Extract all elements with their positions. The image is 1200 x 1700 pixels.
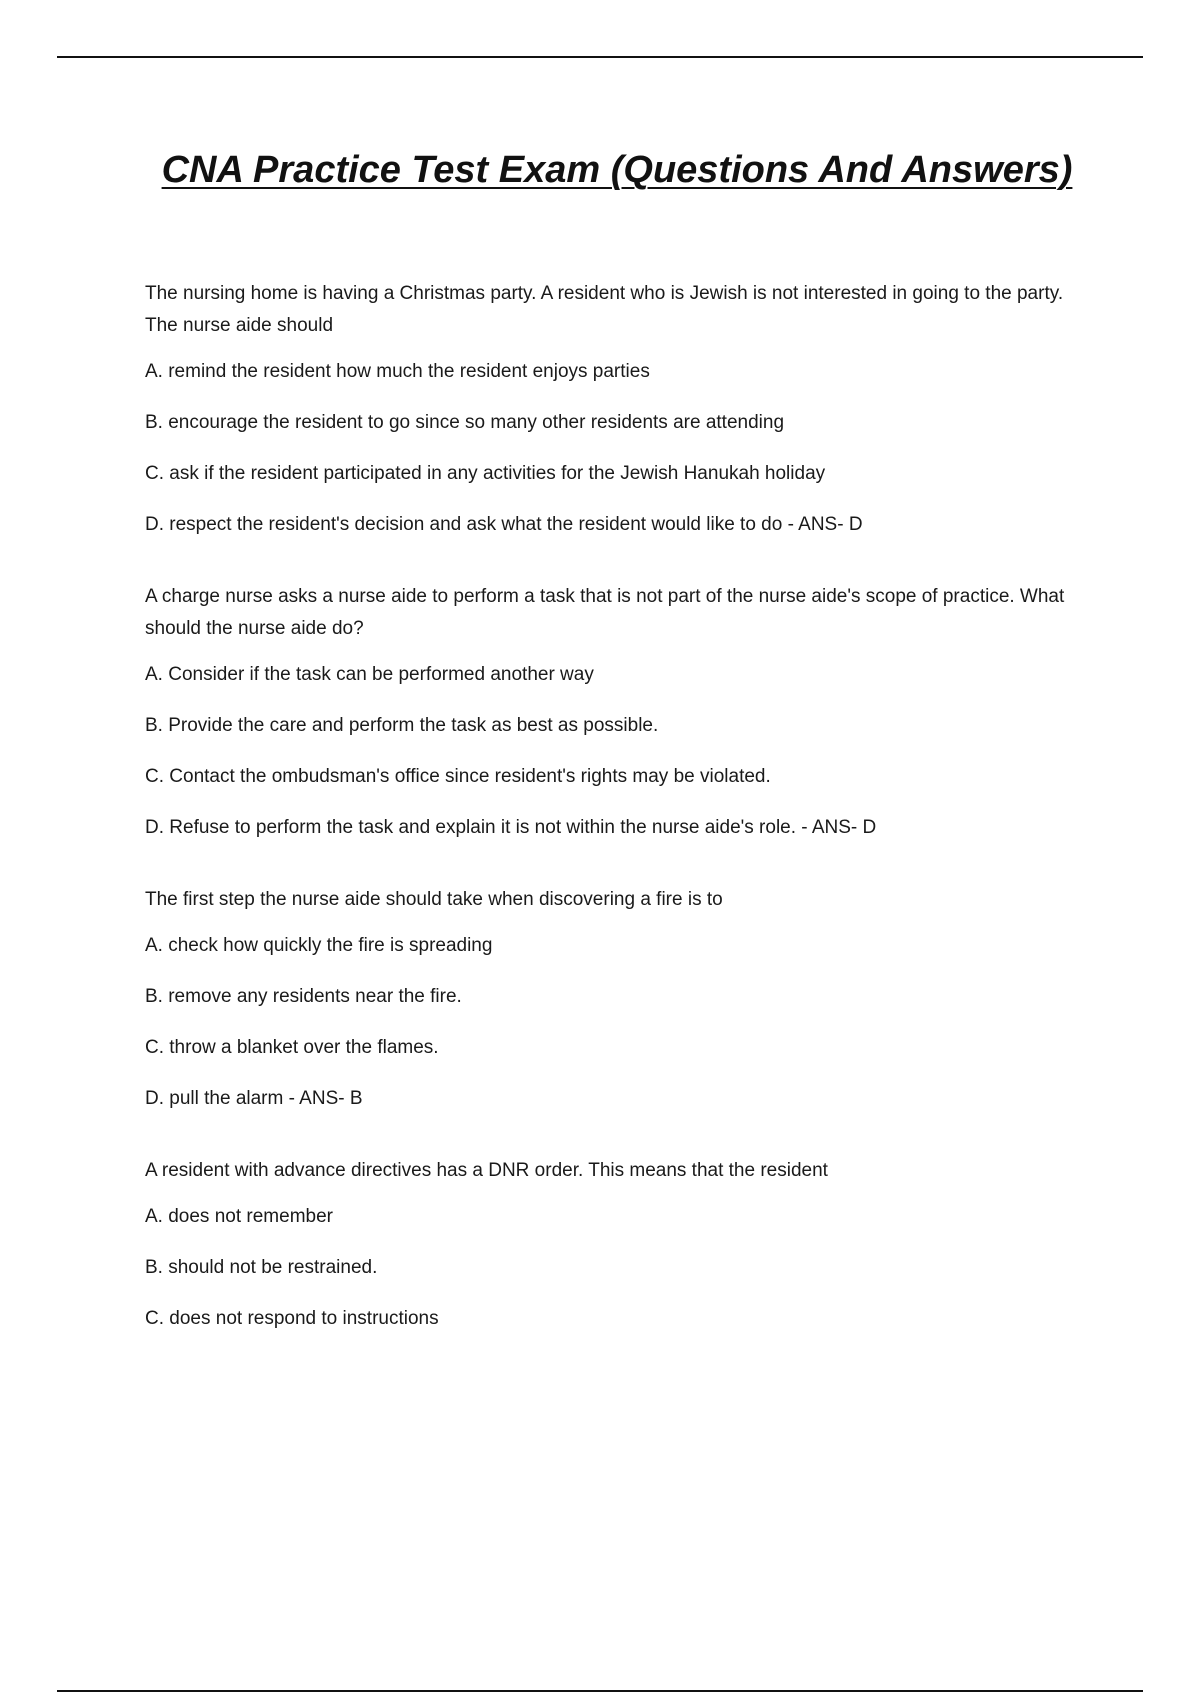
answer-options [145, 1205, 1095, 1331]
answer-options [145, 663, 1095, 840]
option-c: C. does not respond to instructions [145, 1308, 439, 1329]
questions-container [145, 278, 1095, 1375]
option-a: A. does not remember [145, 1206, 333, 1227]
question-3 [145, 884, 1095, 1111]
option-c: C. throw a blanket over the flames. [145, 1037, 439, 1058]
top-rule [57, 56, 1143, 58]
option-b: B. encourage the resident to go since so many other residents are attending [145, 412, 785, 433]
question-1 [145, 278, 1095, 537]
option-c: C. Contact the ombudsman's office since resident's rights may be violated. [145, 766, 771, 787]
answer-options [145, 934, 1095, 1111]
option-d: D. pull the alarm - ANS- B [145, 1088, 363, 1109]
option-b: B. remove any residents near the fire. [145, 986, 462, 1007]
option-b: B. should not be restrained. [145, 1257, 378, 1278]
option-d: D. respect the resident's decision and ask what the resident would like to do - ANS- D [145, 514, 863, 535]
option-a: A. Consider if the task can be performed another way [145, 664, 594, 685]
option-d: D. Refuse to perform the task and explain it is not within the nurse aide's role. - ANS- D [145, 817, 877, 838]
question-text: The first step the nurse aide should take when discovering a fire is to [145, 889, 723, 910]
option-a: A. check how quickly the fire is spreading [145, 935, 493, 956]
question-text: The nursing home is having a Christmas party. A resident who is Jewish is not interested in going to the party. The nurse aide should [145, 283, 1064, 336]
question-2 [145, 581, 1095, 840]
document-title: CNA Practice Test Exam (Questions And Answers) [161, 149, 1073, 191]
question-text: A charge nurse asks a nurse aide to perform a task that is not part of the nurse aide's scope of practice. What should the nurse aide do? [145, 586, 1065, 639]
question-4 [145, 1155, 1095, 1331]
bottom-rule [57, 1690, 1143, 1692]
option-b: B. Provide the care and perform the task as best as possible. [145, 715, 659, 736]
answer-options [145, 360, 1095, 537]
option-a: A. remind the resident how much the resident enjoys parties [145, 361, 650, 382]
option-c: C. ask if the resident participated in any activities for the Jewish Hanukah holiday [145, 463, 826, 484]
question-text: A resident with advance directives has a DNR order. This means that the resident [145, 1160, 828, 1181]
